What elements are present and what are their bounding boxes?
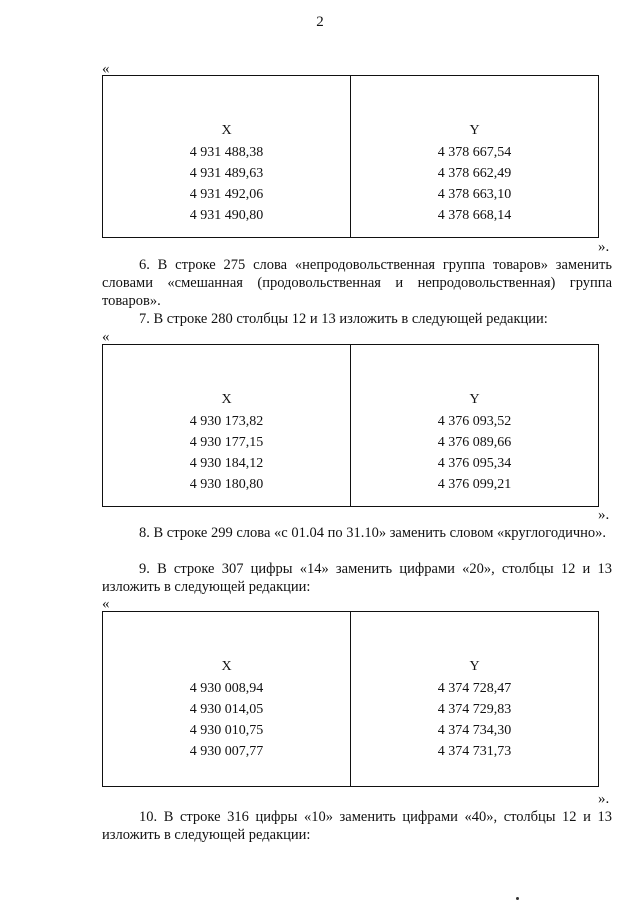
x-value: 4 930 010,75 xyxy=(189,723,264,738)
coordinates-table xyxy=(102,75,599,238)
x-header: X xyxy=(221,659,232,674)
y-value: 4 374 729,83 xyxy=(437,702,512,717)
close-quote: ». xyxy=(598,791,610,807)
coordinates-table xyxy=(102,344,599,507)
y-value: 4 374 734,30 xyxy=(437,723,512,738)
y-header: Y xyxy=(469,659,480,674)
x-value: 4 930 180,80 xyxy=(189,477,264,492)
y-value: 4 376 099,21 xyxy=(437,477,512,492)
y-column xyxy=(351,612,598,786)
x-column xyxy=(103,612,351,786)
y-value: 4 378 663,10 xyxy=(437,187,512,202)
x-value: 4 931 488,38 xyxy=(189,145,264,160)
x-header: X xyxy=(221,392,232,407)
page-number: 2 xyxy=(316,14,324,30)
x-value: 4 930 177,15 xyxy=(189,435,264,450)
x-value: 4 930 008,94 xyxy=(189,681,264,696)
x-column xyxy=(103,76,351,237)
y-value: 4 376 095,34 xyxy=(437,456,512,471)
close-quote: ». xyxy=(598,239,610,255)
x-header: X xyxy=(221,123,232,138)
y-header: Y xyxy=(469,123,480,138)
x-value: 4 930 173,82 xyxy=(189,414,264,429)
paragraph-9: 9. В строке 307 цифры «14» заменить цифрами «20», столбцы 12 и 13 изложить в следующей редакции: xyxy=(102,561,612,595)
paragraph-6: 6. В строке 275 слова «непродовольственная группа товаров» заменить словами «смешанная (продовольственная и непродовольственная) группа товаров». xyxy=(102,257,612,309)
x-value: 4 931 492,06 xyxy=(189,187,264,202)
paragraph-7: 7. В строке 280 столбцы 12 и 13 изложить в следующей редакции: xyxy=(139,311,548,327)
x-column xyxy=(103,345,351,506)
x-value: 4 930 007,77 xyxy=(189,744,264,759)
x-value: 4 930 184,12 xyxy=(189,456,264,471)
scan-speck xyxy=(516,897,519,900)
y-header: Y xyxy=(469,392,480,407)
y-value: 4 378 667,54 xyxy=(437,145,512,160)
open-quote: « xyxy=(102,329,110,345)
open-quote: « xyxy=(102,596,110,612)
y-value: 4 374 731,73 xyxy=(437,744,512,759)
x-value: 4 930 014,05 xyxy=(189,702,264,717)
y-value: 4 374 728,47 xyxy=(437,681,512,696)
coordinates-table xyxy=(102,611,599,787)
y-column xyxy=(351,76,598,237)
y-value: 4 376 093,52 xyxy=(437,414,512,429)
paragraph-10: 10. В строке 316 цифры «10» заменить цифрами «40», столбцы 12 и 13 изложить в следующей редакции: xyxy=(102,809,612,843)
y-value: 4 376 089,66 xyxy=(437,435,512,450)
x-value: 4 931 490,80 xyxy=(189,208,264,223)
paragraph-8: 8. В строке 299 слова «с 01.04 по 31.10» заменить словом «круглогодично». xyxy=(139,525,607,541)
y-value: 4 378 662,49 xyxy=(437,166,512,181)
close-quote: ». xyxy=(598,507,610,523)
open-quote: « xyxy=(102,61,110,77)
y-column xyxy=(351,345,598,506)
x-value: 4 931 489,63 xyxy=(189,166,264,181)
y-value: 4 378 668,14 xyxy=(437,208,512,223)
